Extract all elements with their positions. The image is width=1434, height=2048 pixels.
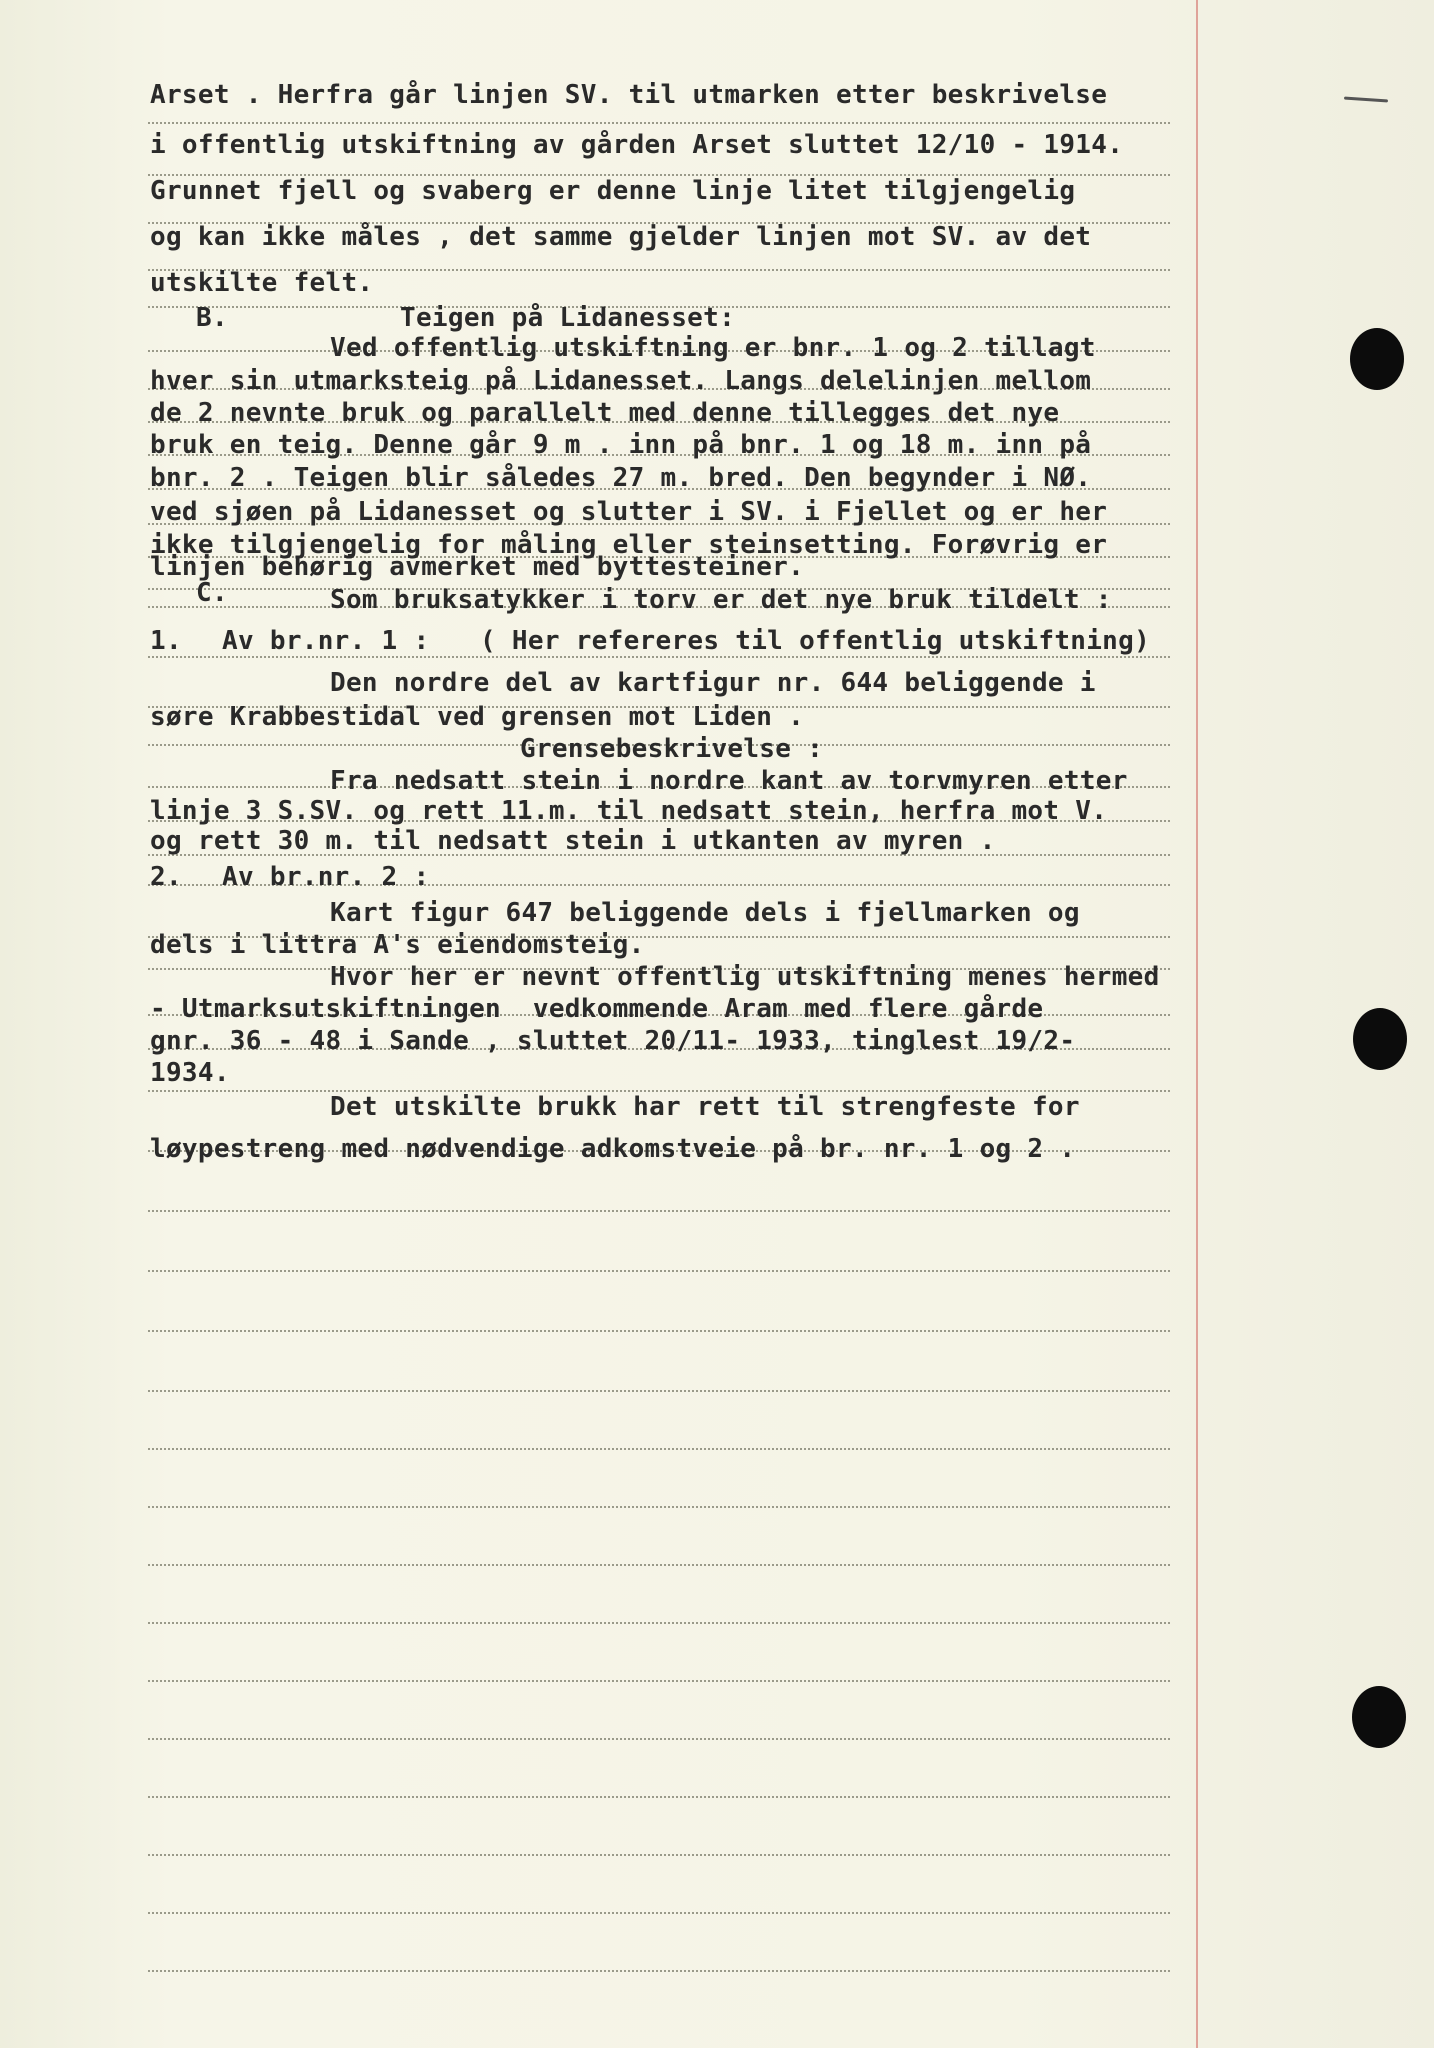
text-line-12: bnr. 2 . Teigen blir således 27 m. bred. Den begynder i NØ. xyxy=(150,463,1092,493)
text-line-33: gnr. 36 - 48 i Sande , sluttet 20/11- 1933, tinglest 19/2- xyxy=(150,1026,1076,1056)
section-heading-b: Teigen på Lidanesset: xyxy=(400,303,736,333)
text-line-4: og kan ikke måles , det samme gjelder linjen mot SV. av det xyxy=(150,222,1092,252)
text-line-13: ved sjøen på Lidanesset og slutter i SV. i Fjellet og er her xyxy=(150,497,1108,527)
ruled-line xyxy=(148,1448,1170,1450)
ruled-line xyxy=(148,1210,1170,1212)
text-line-34: 1934. xyxy=(150,1058,230,1088)
text-line-26: og rett 30 m. til nedsatt stein i utkanten av myren . xyxy=(150,826,996,856)
text-line-2: i offentlig utskiftning av gården Arset sluttet 12/10 - 1914. xyxy=(150,130,1124,160)
text-line-11: bruk en teig. Denne går 9 m . inn på bnr. 1 og 18 m. inn på xyxy=(150,430,1092,460)
ruled-line xyxy=(148,1912,1170,1914)
punch-hole-middle xyxy=(1353,1008,1407,1070)
text-line-5: utskilte felt. xyxy=(150,268,374,298)
text-line-10: de 2 nevnte bruk og parallelt med denne tillegges det nye xyxy=(150,398,1060,428)
text-line-36: løypestreng med nødvendige adkomstveie på br. nr. 1 og 2 . xyxy=(150,1134,1076,1164)
text-line-14: ikke tilgjengelig for måling eller steinsetting. Forøvrig er xyxy=(150,530,1108,560)
ruled-line xyxy=(148,1390,1170,1392)
text-line-25: linje 3 S.SV. og rett 11.m. til nedsatt stein, herfra mot V. xyxy=(150,796,1108,826)
text-line-17: Som bruksatykker i torv er det nye bruk tildelt : xyxy=(330,585,1112,615)
text-line-8: Ved offentlig utskiftning er bnr. 1 og 2 tillagt xyxy=(330,333,1096,363)
text-line-35: Det utskilte brukk har rett til strengfeste for xyxy=(330,1092,1080,1122)
ruled-line xyxy=(148,1796,1170,1798)
section-label-c: C. xyxy=(196,578,228,608)
text-line-9: hver sin utmarksteig på Lidanesset. Langs delelinjen mellom xyxy=(150,366,1092,396)
ruled-line xyxy=(148,1738,1170,1740)
text-line-31: Hvor her er nevnt offentlig utskiftning menes hermed xyxy=(330,962,1160,992)
boundary-heading: Grensebeskrivelse : xyxy=(520,734,824,764)
punch-hole-bottom xyxy=(1352,1686,1406,1748)
ruled-line xyxy=(148,122,1170,124)
text-line-22: søre Krabbestidal ved grensen mot Liden . xyxy=(150,702,805,732)
text-line-15: linjen behørig avmerket med byttesteiner. xyxy=(150,552,805,582)
ruled-line xyxy=(148,1622,1170,1624)
margin-pen-mark xyxy=(1344,96,1388,102)
item-number-1: 1. xyxy=(150,626,182,656)
ruled-line xyxy=(148,1506,1170,1508)
ruled-line xyxy=(148,656,1170,658)
punch-hole-top xyxy=(1350,328,1404,390)
ruled-line xyxy=(148,1680,1170,1682)
text-line-21: Den nordre del av kartfigur nr. 644 beliggende i xyxy=(330,668,1096,698)
ruled-line xyxy=(148,1330,1170,1332)
text-line-3: Grunnet fjell og svaberg er denne linje litet tilgjengelig xyxy=(150,176,1076,206)
text-line-24: Fra nedsatt stein i nordre kant av torvmyren etter xyxy=(330,766,1128,796)
text-line-32: - Utmarksutskiftningen vedkommende Aram med flere gårde xyxy=(150,994,1044,1024)
ruled-line xyxy=(148,1970,1170,1972)
section-label-b: B. xyxy=(196,303,228,333)
text-line-30: dels i littra A's eiendomsteig. xyxy=(150,930,645,960)
text-line-29: Kart figur 647 beliggende dels i fjellmarken og xyxy=(330,898,1080,928)
item-number-2: 2. xyxy=(150,862,182,892)
item-heading-2: Av br.nr. 2 : xyxy=(222,862,430,892)
text-line-1: Arset . Herfra går linjen SV. til utmarken etter beskrivelse xyxy=(150,80,1108,110)
margin-rule xyxy=(1196,0,1198,2048)
ruled-line xyxy=(148,1854,1170,1856)
ruled-line xyxy=(148,1270,1170,1272)
ruled-line xyxy=(148,1564,1170,1566)
item-reference-note: ( Her refereres til offentlig utskiftning) xyxy=(480,626,1151,656)
item-heading-1: Av br.nr. 1 : xyxy=(222,626,430,656)
